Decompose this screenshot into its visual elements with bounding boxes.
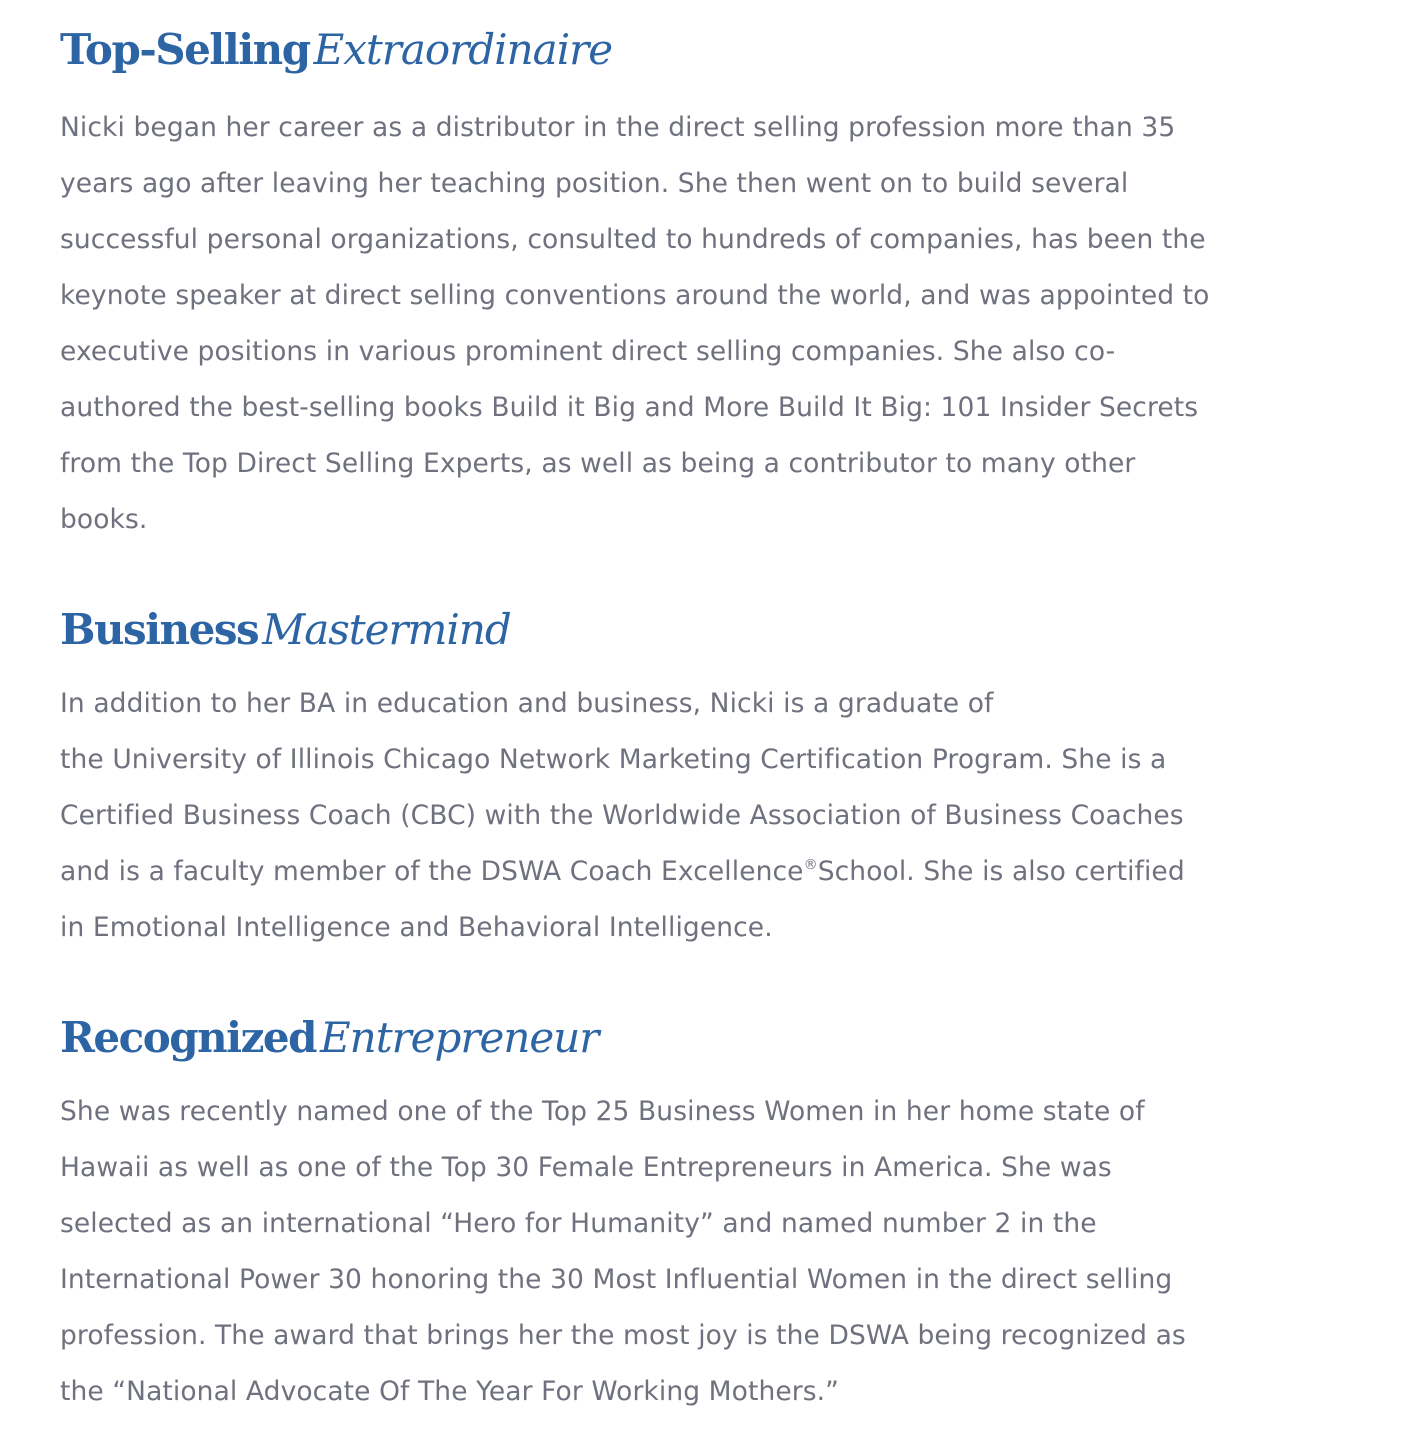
body-line-end: School. She is also certified	[817, 856, 1185, 887]
section-heading	[60, 20, 1209, 80]
section-recognized-entrepreneur	[60, 1008, 1186, 1420]
body-line	[60, 844, 1185, 900]
body-line: from the Top Direct Selling Experts, as well as being a contributor to many other	[60, 448, 1136, 479]
heading-bold-text: Business	[60, 605, 259, 654]
body-line: selected as an international “Hero for Humanity” and named number 2 in the	[60, 1208, 1097, 1239]
section-body	[60, 1084, 1186, 1420]
heading-script-text: Mastermind	[262, 605, 511, 654]
body-line: Certified Business Coach (CBC) with the Worldwide Association of Business Coaches	[60, 800, 1184, 831]
heading-bold-text: Recognized	[60, 1013, 317, 1062]
body-line: Hawaii as well as one of the Top 30 Female Entrepreneurs in America. She was	[60, 1152, 1112, 1183]
body-line: authored the best-selling books Build it Big and More Build It Big: 101 Insider Secrets	[60, 392, 1199, 423]
body-line: International Power 30 honoring the 30 Most Influential Women in the direct selling	[60, 1264, 1173, 1295]
section-business-mastermind	[60, 600, 1185, 956]
body-line: books.	[60, 504, 148, 535]
section-body	[60, 100, 1209, 548]
body-line: in Emotional Intelligence and Behavioral Intelligence.	[60, 912, 773, 943]
section-heading	[60, 600, 1185, 660]
body-line: profession. The award that brings her the most joy is the DSWA being recognized as	[60, 1320, 1186, 1351]
body-line: the University of Illinois Chicago Network Marketing Certification Program. She is a	[60, 744, 1167, 775]
body-line: Nicki began her career as a distributor in the direct selling profession more than 35	[60, 112, 1176, 143]
section-body	[60, 676, 1185, 956]
body-line: successful personal organizations, consulted to hundreds of companies, has been the	[60, 224, 1206, 255]
body-line-start: and is a faculty member of the DSWA Coach Excellence	[60, 856, 804, 887]
heading-bold-text: Top-Selling	[60, 25, 310, 74]
heading-script-text: Extraordinaire	[313, 25, 613, 74]
body-line: keynote speaker at direct selling conventions around the world, and was appointed to	[60, 280, 1210, 311]
body-line: executive positions in various prominent direct selling companies. She also co-	[60, 336, 1116, 367]
body-line: years ago after leaving her teaching position. She then went on to build several	[60, 168, 1129, 199]
body-line: the “National Advocate Of The Year For Working Mothers.”	[60, 1376, 840, 1407]
heading-script-text: Entrepreneur	[320, 1013, 599, 1062]
body-line: In addition to her BA in education and business, Nicki is a graduate of	[60, 688, 994, 719]
section-heading	[60, 1008, 1186, 1068]
section-top-selling	[60, 20, 1209, 548]
registered-mark: ®	[803, 857, 818, 873]
body-line: She was recently named one of the Top 25 Business Women in her home state of	[60, 1096, 1145, 1127]
